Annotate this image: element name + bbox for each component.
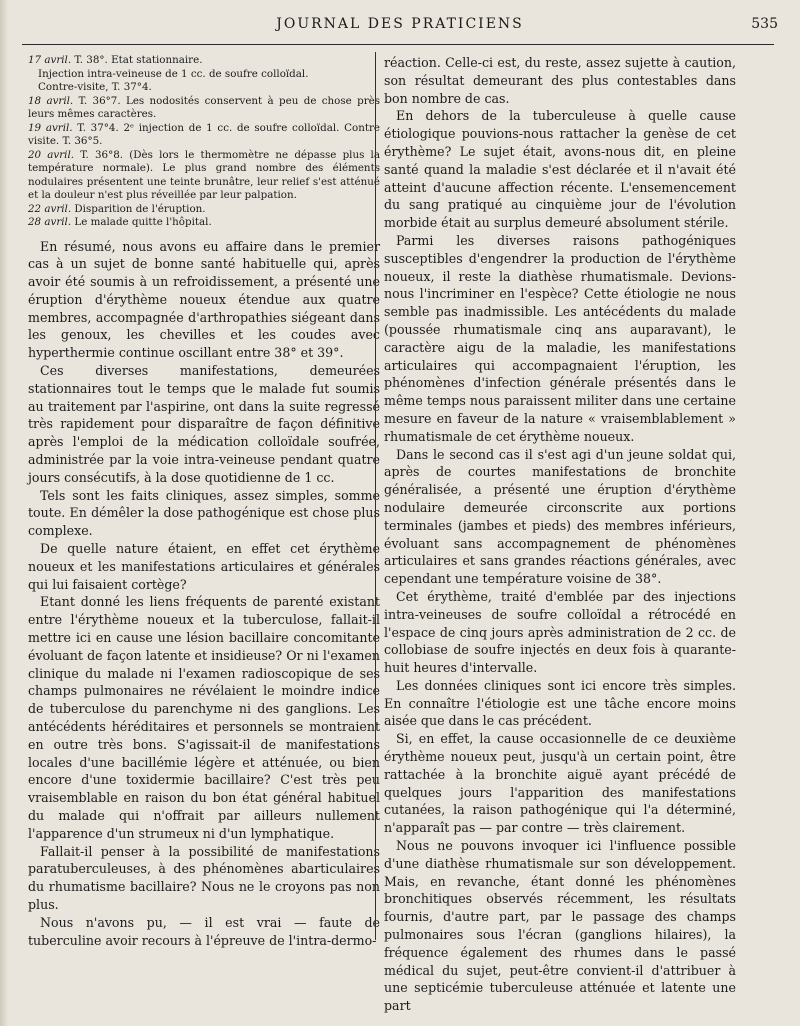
body-paragraph: Nous n'avons pu, — il est vrai — faute de tuberculine avoir recours à l'épreuve de l'intra-dermo- — [28, 914, 380, 948]
header-rule — [22, 44, 774, 45]
body-paragraph: Nous ne pouvons invoquer ici l'influence possible d'une diathèse rhumatismale sur son développement. Mais, en revanche, étant donné les phénomènes bronchitiques observés récemment, les résultats fournis, d'autre part, par le passage des champs pulmonaires sous l'écran (ganglions hilaires), la fréquence également des rhumes dans le passé médical du sujet, peut-être convient-il d'attribuer à une septicémie tuberculeuse atténuée et latente une part — [384, 838, 736, 1014]
body-paragraph: Etant donné les liens fréquents de parenté existant entre l'érythème noueux et la tuberculose, fallait-il mettre ici en cause une lésion bacillaire concomitante évoluant de façon latente et insidieuse? Or ni l'examen clinique du malade ni l'examen radioscopique de ses champs pulmonaires ne révélaient le moindre indice de tuberculose du parenchyme ni des ganglions. Les antécédents héréditaires et personnels se montraient en outre très bons. S'agissait-il de manifestations locales d'une bacillémie légère et atténuée, ou bien encore d'une toxidermie bacillaire? C'est très peu vraisemblable en raison du bon état général habituel du malade qui n'offrait par ailleurs nullement l'apparence d'un strumeux ni d'un lymphatique. — [28, 594, 380, 841]
body-paragraph: Tels sont les faits cliniques, assez simples, somme toute. En démêler la dose pathogénique est chose plus complexe. — [28, 487, 380, 539]
entry-date: 22 avril. — [28, 202, 72, 215]
clinical-log — [28, 54, 380, 230]
body-paragraph: Fallait-il penser à la possibilité de manifestations paratuberculeuses, à des phénomènes abarticulaires du rhumatisme bacillaire? Nous ne le croyons pas non plus. — [28, 843, 380, 912]
entry-text: Contre-visite, T. 37°4. — [38, 81, 152, 93]
entry-text: Disparition de l'éruption. — [71, 202, 206, 215]
body-paragraph: Les données cliniques sont ici encore très simples. En connaître l'étiologie est une tâche encore moins aisée que dans le cas précédent. — [384, 677, 736, 729]
body-paragraph: En dehors de la tuberculeuse à quelle cause étiologique pouvions-nous rattacher la genèse de cet érythème? Le sujet était, avons-nous dit, en pleine santé quand la maladie s'est déclarée et il n'avait été atteint d'aucune affection récente. L'ensemencement du sang pratiqué au cinquième jour de l'évolution morbide était au surplus demeuré absolument stérile. — [384, 108, 736, 231]
clinical-entry — [28, 81, 380, 95]
left-paragraphs — [28, 238, 380, 950]
clinical-entry — [28, 149, 380, 203]
running-header — [22, 10, 778, 38]
entry-date: 20 avril. — [28, 148, 75, 161]
body-paragraph: réaction. Celle-ci est, du reste, assez sujette à caution, son résultat demeurant des plus contestables dans bon nombre de cas. — [384, 55, 736, 106]
clinical-entry — [28, 95, 380, 122]
entry-text: Injection intra-veineuse de 1 cc. de soufre colloïdal. — [38, 67, 309, 80]
body-paragraph: En résumé, nous avons eu affaire dans le premier cas à un sujet de bonne santé habituelle qui, après avoir été soumis à un refroidissement, a présenté une éruption d'érythème noueux étendue aux quatre membres, accompagnée d'arthropathies siégeant dans les genoux, les chevilles et les coudes avec hyperthermie continue oscillant entre 38° et 39°. — [28, 238, 380, 361]
clinical-entry — [28, 54, 380, 68]
body-paragraph: Ces diverses manifestations, demeurées stationnaires tout le temps que le malade fut soumis au traitement par l'aspirine, ont dans la suite regressé très rapidement pour disparaître de façon définitive après l'emploi de la médication colloïdale soufrée, administrée par la voie intra-veineuse pendant quatre jours consécutifs, à la dose quotidienne de 1 cc. — [28, 363, 380, 485]
clinical-entry — [28, 203, 380, 217]
right-paragraphs — [384, 54, 736, 1015]
entry-text: T. 38°. Etat stationnaire. — [71, 54, 203, 66]
entry-text: T. 36°8. (Dès lors le thermomètre ne dépasse plus la température normale). Le plus grand nombre des éléments nodulaires présentent une teinte brunâtre, leur relief s'est atténué et la douleur n'est plus réveillée par leur palpation. — [28, 148, 380, 201]
body-paragraph: Parmi les diverses raisons pathogéniques susceptibles d'engendrer la production de l'érythème noueux, il reste la diathèse rhumatismale. Devions-nous l'incriminer en l'espèce? Cette étiologie ne nous semble pas inadmissible. Les antécédents du malade (poussée rhumatismale cinq ans auparavant), le caractère aigu de la maladie, les manifestations articulaires qui accompagnaient l'éruption, les phénomènes d'infection générale présentés dans le même temps nous paraissent militer dans une certaine mesure en faveur de la nature « vraisemblablement » rhumatismale de cet érythème noueux. — [384, 232, 736, 444]
clinical-entry — [28, 216, 380, 230]
entry-date: 19 avril. — [28, 121, 73, 134]
entry-date: 17 avril. — [28, 54, 72, 66]
entry-text: T. 37°4. 2ᵉ injection de 1 cc. de soufre colloïdal. Contre visite. T. 36°5. — [28, 121, 380, 147]
entry-date: 18 avril. — [28, 94, 74, 107]
body-paragraph: De quelle nature étaient, en effet cet érythème noueux et les manifestations articulaires et générales qui lui faisaient cortège? — [28, 541, 380, 592]
page-spine-shadow — [0, 0, 8, 1026]
entry-text: T. 36°7. Les nodosités conservent à peu de chose près leurs mêmes caractères. — [28, 94, 380, 120]
clinical-entry — [28, 122, 380, 149]
body-paragraph: Cet érythème, traité d'emblée par des injections intra-veineuses de soufre colloïdal a rétrocédé en l'espace de cinq jours après administration de 2 cc. de collobiase de soufre injectés en deux fois à quarante-huit heures d'intervalle. — [384, 588, 736, 676]
right-column — [384, 54, 736, 1015]
entry-date: 28 avril. — [28, 216, 72, 228]
page-number: 535 — [751, 16, 778, 32]
body-paragraph: Si, en effet, la cause occasionnelle de ce deuxième érythème noueux peut, jusqu'à un certain point, être rattachée à la bronchite aiguë ayant précédé de quelques jours l'apparition des manifestations cutanées, la raison pathogénique qui l'a déterminé, n'apparaît pas — par contre — très clairement. — [384, 731, 736, 836]
clinical-entry — [28, 68, 380, 82]
entry-text: Le malade quitte l'hôpital. — [71, 216, 212, 228]
journal-title: JOURNAL DES PRATICIENS — [276, 16, 524, 32]
left-column — [28, 54, 380, 949]
column-divider — [375, 52, 376, 940]
body-paragraph: Dans le second cas il s'est agi d'un jeune soldat qui, après de courtes manifestations de bronchite généralisée, a présenté une éruption d'érythème nodulaire demeurée circonscrite aux portions terminales (jambes et pieds) des membres inférieurs, évoluant sans accompagnement de phénomènes articulaires et sans grandes réactions générales, avec cependant une température voisine de 38°. — [384, 446, 736, 587]
